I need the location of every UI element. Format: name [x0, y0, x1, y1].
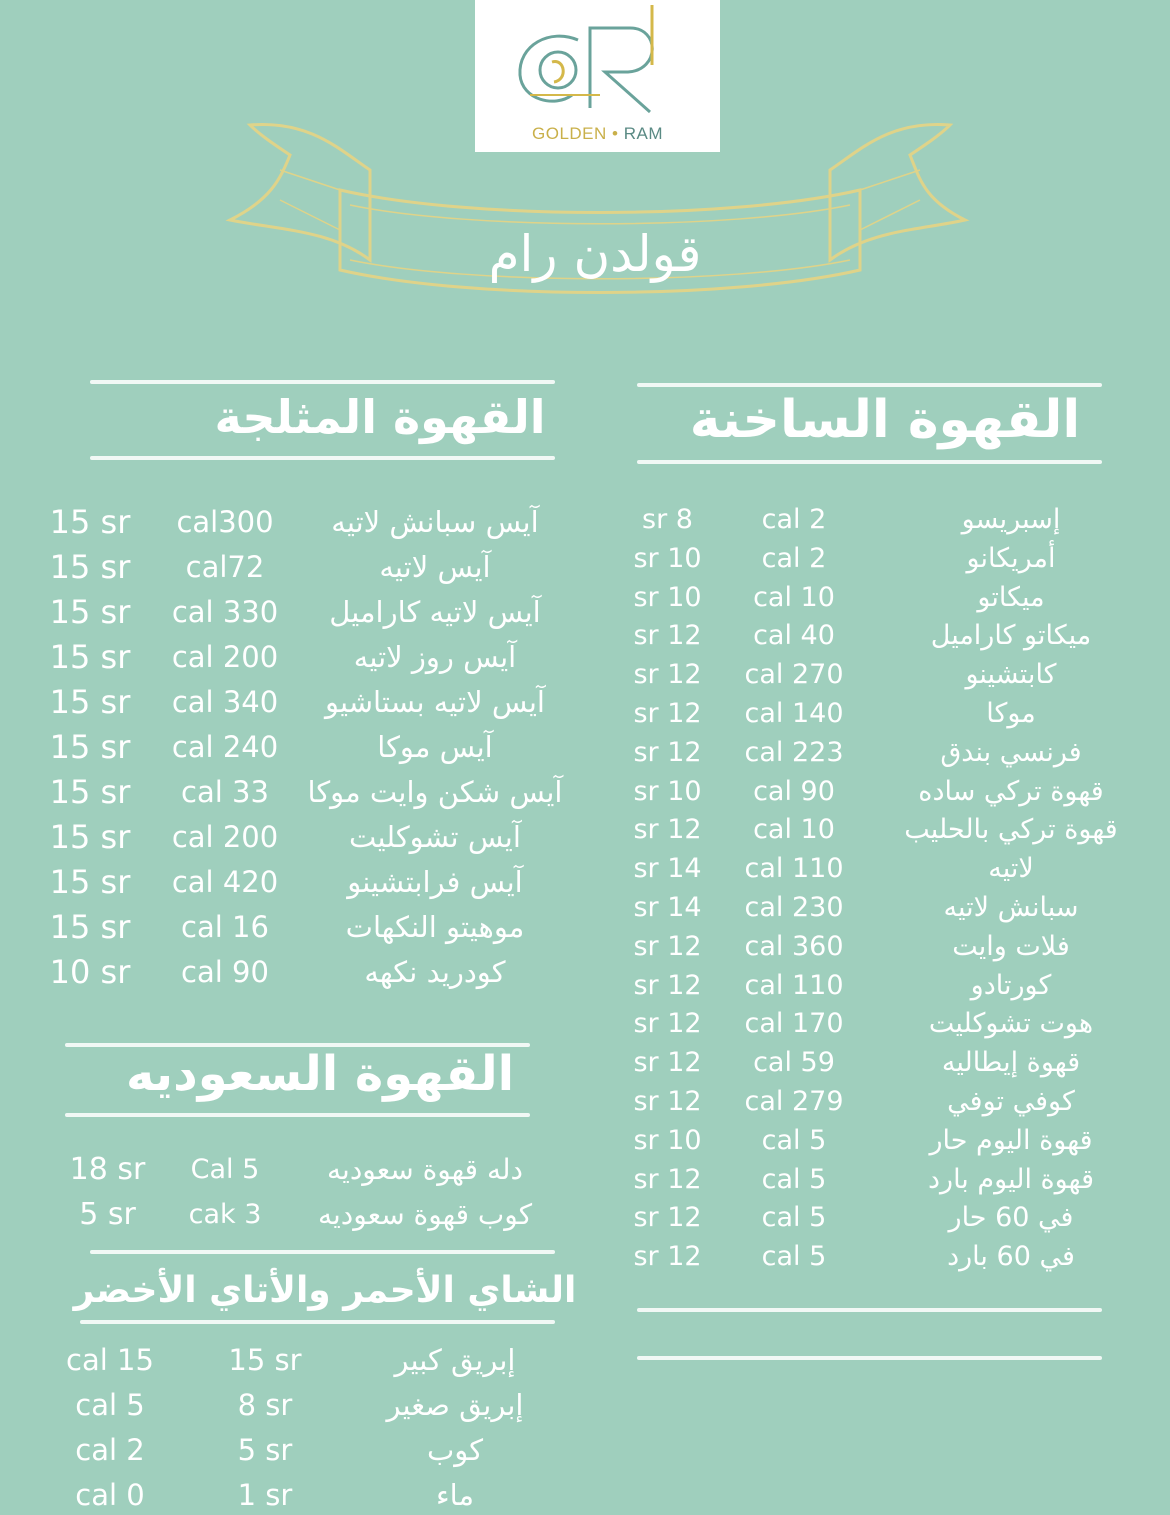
item-price: sr 10 [633, 542, 702, 574]
item-calories: cal 15 [66, 1343, 154, 1377]
menu-item [0, 1237, 1170, 1277]
item-name: ميكاتو كاراميل [930, 620, 1092, 652]
item-calories: cal 279 [744, 1086, 844, 1117]
item-calories: cal 5 [761, 1241, 827, 1273]
item-name: آيس تشوكليت [349, 820, 521, 854]
item-price: 1 sr [237, 1478, 293, 1512]
saudi-coffee-title: القهوة السعوديه [125, 1046, 515, 1102]
iced-coffee-title: القهوة المثلجة [214, 390, 546, 444]
item-calories: cal 5 [761, 1163, 827, 1195]
item-price: 15 sr [49, 908, 131, 946]
item-name: أمريكانو [966, 542, 1056, 574]
hot-coffee-title: القهوة الساخنة [689, 390, 1081, 450]
item-calories: cal 140 [744, 698, 844, 729]
item-price: 15 sr [49, 728, 131, 766]
item-price: sr 12 [633, 1047, 702, 1079]
item-name: كوب قهوة سعوديه [317, 1198, 533, 1231]
divider [90, 456, 555, 460]
item-price: 5 sr [79, 1197, 136, 1232]
item-calories: cak 3 [188, 1199, 262, 1230]
item-calories: cal 340 [171, 685, 279, 719]
item-calories: cal 2 [761, 504, 827, 535]
item-price: 15 sr [49, 593, 131, 631]
item-price: 5 sr [237, 1433, 293, 1467]
item-calories: cal 170 [744, 1008, 844, 1040]
item-name: في 60 حار [948, 1202, 1074, 1234]
item-price: sr 12 [633, 1202, 702, 1234]
item-calories: cal 5 [761, 1202, 827, 1234]
item-name: دله قهوة سعوديه [327, 1153, 523, 1186]
item-calories: cal 10 [753, 581, 835, 613]
item-name: قهوة تركي بالحليب [904, 814, 1118, 846]
item-price: sr 10 [633, 775, 702, 807]
item-name: إبريق صغير [386, 1388, 524, 1422]
item-name: إسبريسو [961, 504, 1061, 535]
item-name: آيس موكا [377, 730, 493, 764]
item-price: sr 10 [633, 581, 702, 613]
item-name: كوب [426, 1433, 484, 1467]
menu-item [0, 1385, 1170, 1425]
menu-item [0, 907, 1170, 947]
item-price: sr 12 [633, 1163, 702, 1195]
item-price: 15 sr [228, 1343, 302, 1377]
menu-item [0, 1195, 1170, 1235]
item-calories: cal 110 [744, 853, 844, 885]
item-price: sr 12 [633, 1086, 702, 1117]
item-price: sr 12 [633, 620, 702, 652]
item-name: في 60 بارد [947, 1241, 1075, 1273]
item-calories: cal 33 [181, 775, 269, 809]
logo-text: GOLDEN • RAM [532, 124, 663, 143]
item-calories: cal 90 [753, 775, 835, 807]
logo-golden-text: GOLDEN [532, 124, 607, 143]
item-price: 15 sr [49, 863, 131, 901]
divider [637, 1308, 1102, 1312]
item-name: كوفي توفي [947, 1086, 1075, 1117]
item-calories: cal 330 [171, 595, 279, 629]
item-price: 15 sr [49, 683, 131, 721]
item-name: آيس فرابتشينو [347, 865, 523, 899]
item-price: sr 12 [633, 659, 702, 691]
item-calories: cal 230 [744, 892, 844, 923]
brand-title: قولدن رام [488, 225, 702, 283]
item-name: قهوة تركي ساده [918, 775, 1104, 807]
item-price: sr 12 [633, 1008, 702, 1040]
divider [80, 1320, 555, 1324]
item-price: 15 sr [49, 773, 131, 811]
item-calories: cal 110 [744, 969, 844, 1001]
menu-item [0, 1475, 1170, 1515]
item-calories: cal72 [185, 550, 265, 584]
item-name: موكا [986, 698, 1036, 729]
menu-item [0, 952, 1170, 992]
item-name: فرنسي بندق [940, 736, 1082, 768]
item-name: ماء [435, 1478, 474, 1512]
menu-item [0, 1082, 1170, 1122]
item-name: فلات وايت [952, 930, 1070, 962]
item-calories: cal 5 [75, 1388, 145, 1422]
item-calories: cal 2 [75, 1433, 145, 1467]
item-price: 10 sr [49, 953, 131, 991]
item-name: قهوة اليوم بارد [928, 1163, 1094, 1195]
menu-item [0, 1430, 1170, 1470]
menu-item [0, 1004, 1170, 1044]
item-calories: cal 420 [171, 865, 279, 899]
item-calories: cal 90 [181, 955, 269, 989]
divider [637, 383, 1102, 387]
menu-item [0, 862, 1170, 902]
item-price: sr 12 [633, 930, 702, 962]
item-name: قهوة إيطاليه [941, 1047, 1081, 1079]
item-price: 15 sr [49, 503, 131, 541]
menu-item [0, 592, 1170, 632]
item-price: 8 sr [237, 1388, 293, 1422]
item-calories: cal 40 [753, 620, 835, 652]
item-calories: cal 360 [744, 930, 844, 962]
menu-item [0, 502, 1170, 542]
item-name: سبانش لاتيه [943, 892, 1079, 923]
logo-ram-text: RAM [623, 124, 663, 143]
item-price: sr 12 [633, 1241, 702, 1273]
item-name: لاتيه [988, 853, 1034, 885]
item-calories: cal 59 [753, 1047, 835, 1079]
item-name: قهوة اليوم حار [929, 1124, 1093, 1156]
menu-item [0, 1043, 1170, 1083]
logo-mark-icon [510, 0, 685, 125]
menu-item [0, 547, 1170, 587]
menu-item [0, 1150, 1170, 1190]
item-calories: cal 200 [171, 640, 279, 674]
item-name: آيس لاتيه [379, 550, 491, 584]
divider [90, 380, 555, 384]
item-calories: cal300 [176, 505, 274, 539]
item-name: هوت تشوكليت [928, 1008, 1094, 1040]
item-price: sr 14 [633, 892, 702, 923]
item-name: ميكاتو [977, 581, 1045, 613]
item-calories: cal 0 [75, 1478, 145, 1512]
item-price: 15 sr [49, 548, 131, 586]
item-calories: cal 223 [744, 736, 844, 768]
ribbon-banner [220, 110, 980, 330]
item-price: sr 12 [633, 736, 702, 768]
item-name: آيس لاتيه بستاشيو [324, 685, 545, 719]
item-price: sr 8 [642, 504, 693, 535]
item-calories: cal 200 [171, 820, 279, 854]
item-calories: Cal 5 [190, 1154, 260, 1185]
item-name: إبريق كبير [394, 1343, 516, 1377]
item-calories: cal 16 [181, 910, 269, 944]
item-name: آيس لاتيه كاراميل [329, 595, 541, 629]
item-price: 18 sr [69, 1152, 146, 1187]
menu-item [0, 637, 1170, 677]
menu-item [0, 817, 1170, 857]
item-price: 15 sr [49, 638, 131, 676]
item-name: موهيتو النكهات [345, 910, 525, 944]
item-calories: cal 10 [753, 814, 835, 846]
item-price: 15 sr [49, 818, 131, 856]
item-calories: cal 270 [744, 659, 844, 691]
item-price: sr 12 [633, 698, 702, 729]
item-name: كورتادو [970, 969, 1052, 1001]
menu-item [0, 772, 1170, 812]
item-name: آيس شكن وايت موكا [307, 775, 563, 809]
item-calories: cal 240 [171, 730, 279, 764]
item-calories: cal 5 [761, 1124, 827, 1156]
item-name: آيس روز لاتيه [353, 640, 517, 674]
divider [637, 460, 1102, 464]
item-calories: cal 2 [761, 542, 827, 574]
menu-item [0, 682, 1170, 722]
item-name: كابتشينو [965, 659, 1057, 691]
menu-item [0, 1340, 1170, 1380]
tea-title: الشاي الأحمر والأتاي الأخضر [73, 1270, 577, 1311]
item-price: sr 12 [633, 814, 702, 846]
menu-item [0, 727, 1170, 767]
item-price: sr 14 [633, 853, 702, 885]
item-price: sr 12 [633, 969, 702, 1001]
item-name: كودريد نكهه [364, 955, 506, 989]
item-price: sr 10 [633, 1124, 702, 1156]
item-name: آيس سبانش لاتيه [331, 505, 539, 539]
